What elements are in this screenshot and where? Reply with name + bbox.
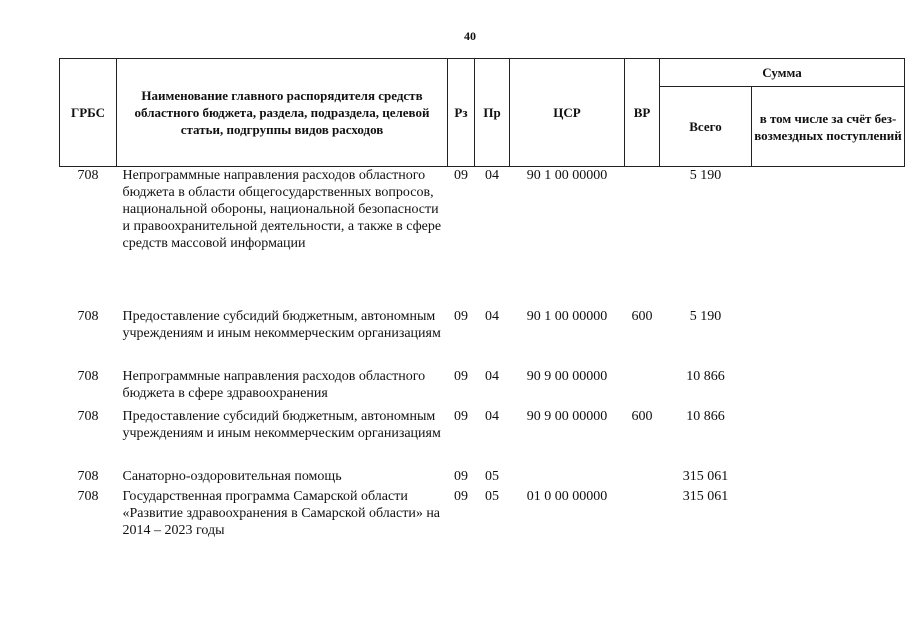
header-name: Наименование главного распорядителя средств областного бюджета, раздела, подраздела, целевой статьи, подгруппы видов расходов: [117, 59, 448, 167]
cell-name: Предоставление субсидий бюджетным, автономным учреждениям и иным некоммерческим организациям: [122, 408, 441, 441]
cell-total: 315 061: [682, 468, 729, 484]
cell-grant: [752, 308, 905, 368]
cell-vr: [625, 468, 660, 488]
cell-rz: 09: [454, 168, 468, 183]
header-vr: ВР: [625, 59, 660, 167]
header-grant: в том числе за счёт без-возмездных поступлений: [752, 87, 905, 167]
header-grbs: ГРБС: [60, 59, 117, 167]
cell-vr: 600: [631, 308, 653, 324]
header-pr: Пр: [475, 59, 510, 167]
cell-rz: 09: [454, 368, 468, 384]
table-row: [60, 167, 905, 308]
page-number: 40: [464, 29, 476, 43]
cell-csr: 90 1 00 00000: [526, 308, 608, 324]
cell-rz: 09: [454, 308, 468, 324]
cell-pr: 04: [485, 408, 499, 424]
cell-grbs: 708: [77, 408, 99, 424]
cell-total: 5 190: [689, 308, 722, 324]
table-row: [60, 308, 905, 368]
cell-csr: 90 1 00 00000: [526, 168, 608, 183]
cell-name: Предоставление субсидий бюджетным, автономным учреждениям и иным некоммерческим организациям: [122, 308, 441, 341]
cell-rz: 09: [454, 408, 468, 424]
cell-rz: 09: [454, 468, 468, 484]
cell-total: 315 061: [682, 488, 729, 504]
cell-pr: 05: [485, 488, 499, 504]
header-csr: ЦСР: [510, 59, 625, 167]
cell-pr: 04: [485, 368, 499, 384]
cell-name: Непрограммные направления расходов областного бюджета в сфере здравоохранения: [122, 368, 426, 401]
cell-grbs: 708: [77, 308, 99, 324]
cell-pr: 04: [485, 308, 499, 324]
cell-csr: 90 9 00 00000: [526, 368, 608, 384]
cell-vr: [625, 368, 660, 408]
cell-grant: [752, 408, 905, 468]
cell-grant: [752, 167, 905, 308]
cell-total: 10 866: [686, 368, 725, 384]
cell-grant: [752, 368, 905, 408]
table-row: [60, 488, 905, 539]
cell-grbs: 708: [77, 168, 99, 183]
cell-grant: [752, 488, 905, 539]
cell-grbs: 708: [77, 368, 99, 384]
table-row: [60, 408, 905, 468]
cell-csr: [510, 468, 625, 488]
header-rz: Рз: [448, 59, 475, 167]
cell-name: Государственная программа Самарской области «Развитие здравоохранения в Самарской области» на 2014 – 2023 годы: [122, 488, 441, 538]
cell-grbs: 708: [77, 488, 99, 504]
cell-name: Непрограммные направления расходов областного бюджета в области общегосударственных вопросов, национальной обороны, национальной безопасности и правоохранительной деятельности, а также в сфере средств массовой информации: [122, 168, 442, 251]
cell-grant: [752, 468, 905, 488]
cell-pr: 04: [485, 168, 499, 183]
cell-rz: 09: [454, 488, 468, 504]
table-row: [60, 468, 905, 488]
cell-vr: 600: [631, 408, 653, 424]
cell-csr: 01 0 00 00000: [526, 488, 608, 504]
cell-total: 5 190: [689, 168, 722, 183]
header-total: Всего: [660, 87, 752, 167]
header-sum: Сумма: [660, 59, 905, 87]
cell-vr: [625, 488, 660, 539]
table-row: [60, 368, 905, 408]
cell-vr: [625, 167, 660, 308]
cell-grbs: 708: [77, 468, 99, 484]
cell-name: Санаторно-оздоровительная помощь: [122, 468, 342, 484]
cell-csr: 90 9 00 00000: [526, 408, 608, 424]
budget-table: [59, 58, 905, 539]
cell-pr: 05: [485, 468, 499, 484]
cell-total: 10 866: [686, 408, 725, 424]
